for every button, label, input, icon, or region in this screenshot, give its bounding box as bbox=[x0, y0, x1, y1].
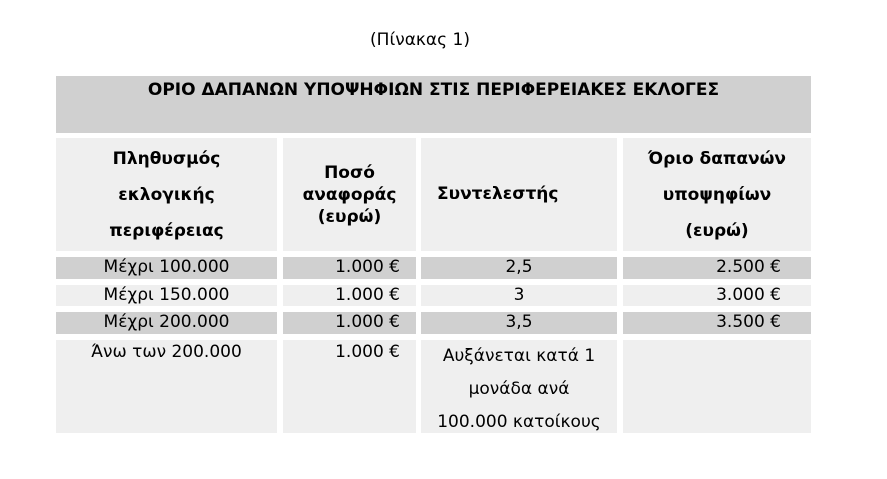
header-limit-line: Όριο δαπανών bbox=[648, 148, 786, 169]
cell-limit: 3.500 € bbox=[623, 312, 811, 334]
cell-limit bbox=[623, 340, 811, 433]
cell-limit: 2.500 € bbox=[623, 257, 811, 279]
header-reference-line: Ποσό bbox=[324, 162, 375, 183]
cell-limit: 3.000 € bbox=[623, 285, 811, 306]
header-population-line: Πληθυσμός bbox=[112, 148, 221, 169]
cell-coefficient-line: Αυξάνεται κατά 1 bbox=[442, 346, 596, 366]
cell-reference: 1.000 € bbox=[283, 340, 416, 433]
header-limit-line: υποψηφίων bbox=[662, 184, 772, 205]
header-reference-amount bbox=[283, 138, 416, 251]
cell-coefficient: 3 bbox=[421, 285, 617, 306]
header-reference-line: (ευρώ) bbox=[317, 206, 382, 227]
table-caption: (Πίνακας 1) bbox=[370, 30, 470, 50]
cell-population: Μέχρι 100.000 bbox=[56, 257, 277, 279]
cell-reference: 1.000 € bbox=[283, 257, 416, 279]
header-population-line: περιφέρειας bbox=[109, 220, 224, 241]
cell-population: Άνω των 200.000 bbox=[56, 340, 277, 433]
cell-population: Μέχρι 200.000 bbox=[56, 312, 277, 334]
header-coefficient: Συντελεστής bbox=[421, 138, 617, 251]
cell-reference: 1.000 € bbox=[283, 312, 416, 334]
cell-coefficient: 2,5 bbox=[421, 257, 617, 279]
header-population-line: εκλογικής bbox=[118, 184, 215, 205]
cell-coefficient-line: μονάδα ανά bbox=[468, 379, 570, 399]
table-title: ΟΡΙΟ ΔΑΠΑΝΩΝ ΥΠΟΨΗΦΙΩΝ ΣΤΙΣ ΠΕΡΙΦΕΡΕΙΑΚΕΣ ΕΚΛΟΓΕΣ bbox=[56, 76, 811, 133]
cell-coefficient-line: 100.000 κατοίκους bbox=[437, 412, 601, 432]
cell-population: Μέχρι 150.000 bbox=[56, 285, 277, 306]
header-limit-line: (ευρώ) bbox=[685, 220, 749, 241]
cell-coefficient: 3,5 bbox=[421, 312, 617, 334]
header-population bbox=[56, 138, 277, 251]
cell-coefficient bbox=[421, 340, 617, 433]
cell-reference: 1.000 € bbox=[283, 285, 416, 306]
header-reference-line: αναφοράς bbox=[302, 184, 397, 205]
header-limit bbox=[623, 138, 811, 251]
